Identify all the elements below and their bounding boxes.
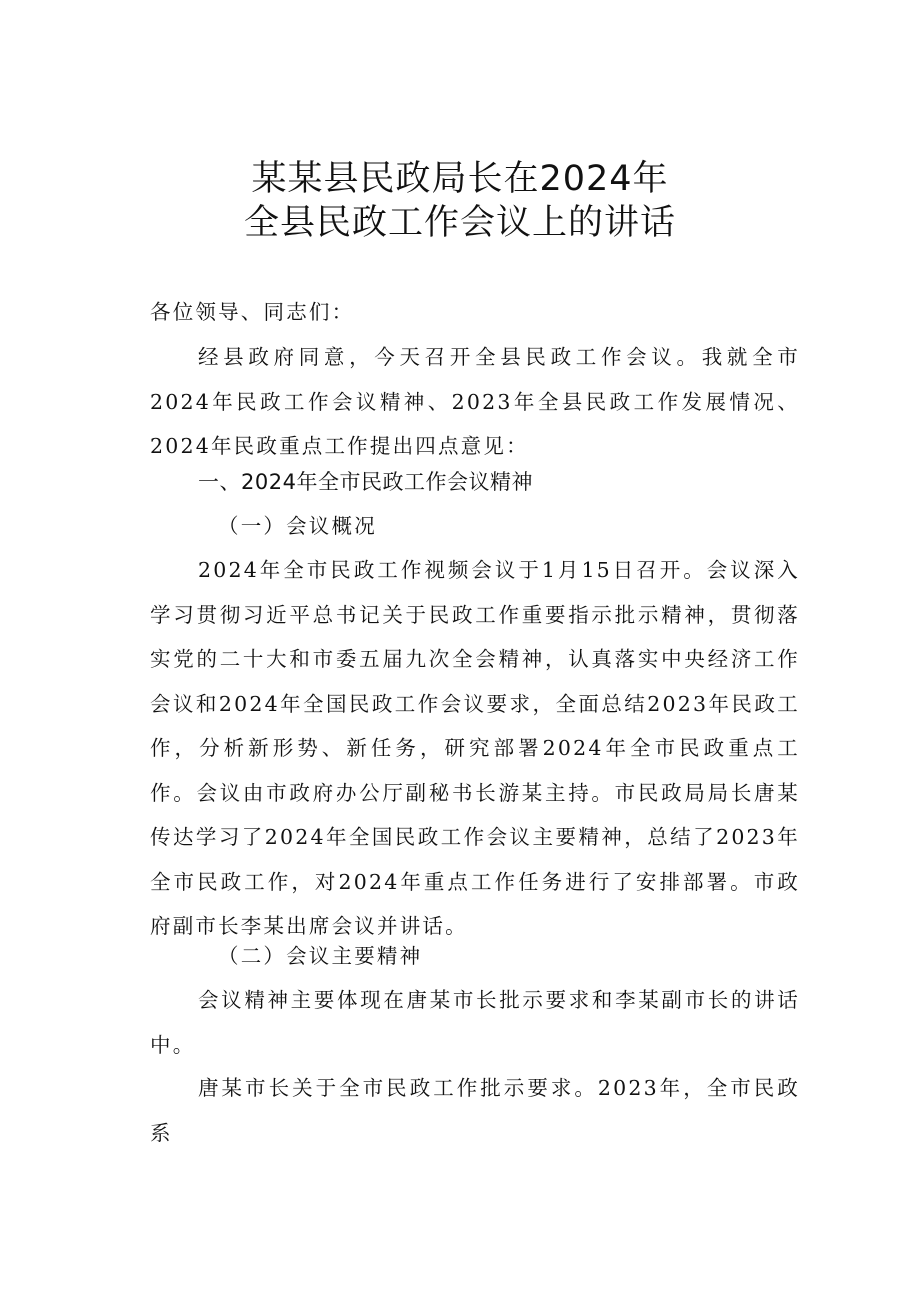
section-1-heading: 一、2024年全市民政工作会议精神 bbox=[198, 470, 533, 494]
subsection-1-heading: （一）会议概况 bbox=[218, 514, 377, 538]
subsection-1-paragraph: 2024年全市民政工作视频会议于1月15日召开。会议深入学习贯彻习近平总书记关于民政工作重要指示批示精神，贯彻落实党的二十大和市委五届九次全会精神，认真落实中央经济工作会议和2024年全国民政工作会议要求，全面总结2023年民政工作，分析新形势、新任务，研究部署2024年全市民政重点工作。会议由市政府办公厅副秘书长游某主持。市民政局局长唐某传达学习了2024年全国民政工作会议主要精神，总结了2023年全市民政工作，对2024年重点工作任务进行了安排部署。市政府副市长李某出席会议并讲话。 bbox=[150, 558, 800, 938]
subsection-2-next-paragraph: 唐某市长关于全市民政工作批示要求。2023年，全市民政系 bbox=[150, 1076, 800, 1145]
subsection-2-heading: （二）会议主要精神 bbox=[218, 944, 423, 968]
subsection-2-paragraph: 会议精神主要体现在唐某市长批示要求和李某副市长的讲话中。 bbox=[150, 988, 800, 1057]
intro-paragraph: 经县政府同意，今天召开全县民政工作会议。我就全市2024年民政工作会议精神、2023年全县民政工作发展情况、2024年民政重点工作提出四点意见： bbox=[150, 345, 800, 458]
greeting: 各位领导、同志们： bbox=[150, 300, 355, 324]
document-title-line-1: 某某县民政局长在2024年 bbox=[251, 159, 669, 199]
document-title-line-2: 全县民政工作会议上的讲话 bbox=[243, 203, 676, 243]
